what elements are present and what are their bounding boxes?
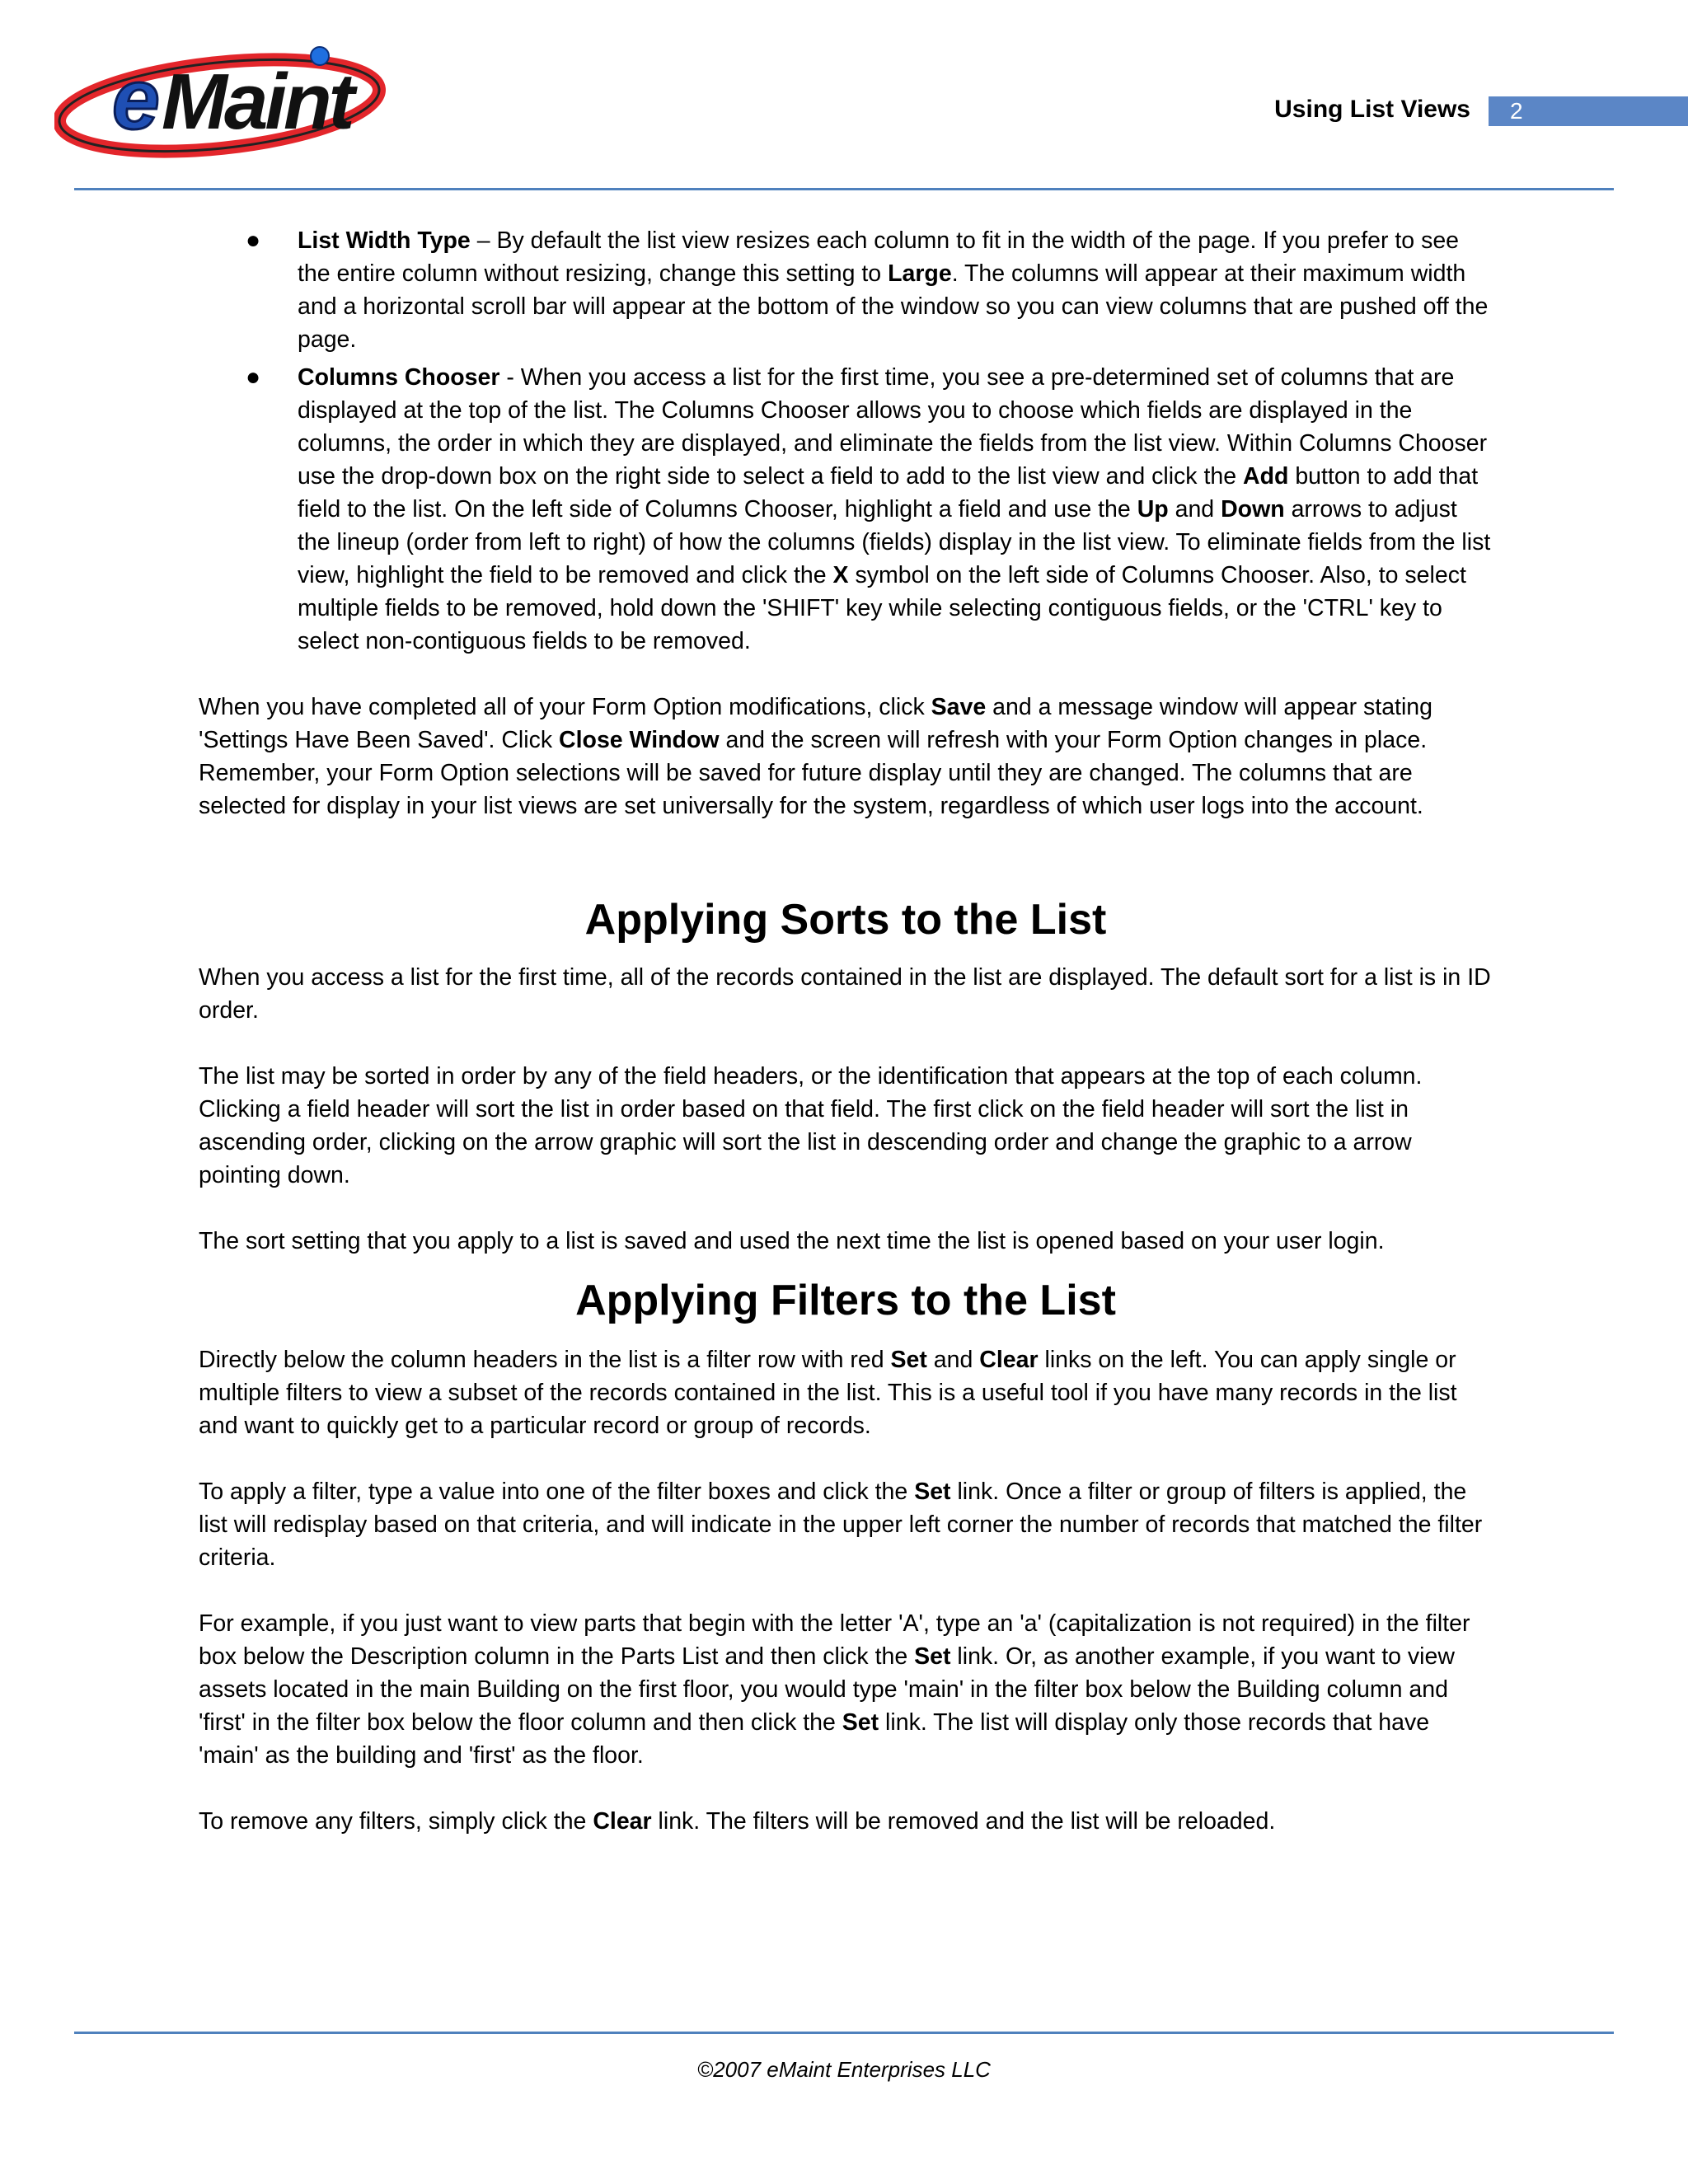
filters-paragraph-2: To apply a filter, type a value into one of the filter boxes and click the Set link. Once a filter or group of filters is applied, the list will redisplay based on that criteria, and will indicate in the upper left corner the number of records that matched the filter criteria. [199, 1479, 1483, 1571]
document-body [199, 224, 1493, 1871]
filters-heading: Applying Filters to the List [575, 1277, 1116, 1324]
emaint-logo [54, 40, 425, 163]
bullet-icon: ● [246, 363, 261, 391]
header-divider [74, 188, 1614, 190]
save-paragraph: When you have completed all of your Form Option modifications, click Save and a message window will appear stating 'Settings Have Been Saved'. Click Close Window and the screen will refresh with your Form Option changes in place. Remember, your Form Option selections will be saved for future display until they are changed. The columns that are selected for display in your list views are set universally for the system, regardless of which user logs into the account. [199, 694, 1433, 819]
header-title: Using List Views [1274, 96, 1470, 123]
svg-text:e: e [112, 52, 160, 148]
sorts-paragraph-1: When you access a list for the first time, all of the records contained in the list are displayed. The default sort for a list is in ID order. [199, 964, 1491, 1024]
list-item: ● List Width Type – By default the list view resizes each column to fit in the width of the page. If you prefer to see the entire column without resizing, change this setting to Large. The columns will appear at their maximum width and a horizontal scroll bar will appear at the bottom of the window so you can view columns that are pushed off the page. [199, 224, 1493, 356]
sorts-heading: Applying Sorts to the List [584, 896, 1107, 944]
footer-copyright: ©2007 eMaint Enterprises LLC [697, 2057, 991, 2082]
filters-paragraph-1: Directly below the column headers in the list is a filter row with red Set and Clear links on the left. You can apply single or multiple filters to view a subset of the records contained in the list. This is a useful tool if you have many records in the list and want to quickly get to a particular record or group of records. [199, 1347, 1457, 1439]
filters-paragraph-3: For example, if you just want to view parts that begin with the letter 'A', type an 'a' (capitalization is not required) in the filter box below the Description column in the Parts List and then click the Set link. Or, as another example, if you want to view assets located in the main Building on the first floor, you would type 'main' in the filter box below the Building column and 'first' in the filter box below the floor column and then click the Set link. The list will display only those records that have 'main' as the building and 'first' as the floor. [199, 1610, 1470, 1769]
bullet-icon: ● [246, 227, 261, 254]
filters-paragraph-4: To remove any filters, simply click the Clear link. The filters will be removed and the list will be reloaded. [199, 1808, 1276, 1835]
bullet-list [199, 224, 1493, 658]
sorts-paragraph-3: The sort setting that you apply to a list is saved and used the next time the list is opened based on your user login. [199, 1228, 1385, 1254]
svg-text:Maint: Maint [162, 58, 352, 146]
footer-divider [74, 2032, 1614, 2034]
page-number: 2 [1489, 96, 1688, 126]
list-item: ● Columns Chooser - When you access a list for the first time, you see a pre-determined set of columns that are displayed at the top of the list. The Columns Chooser allows you to choose which fields are displayed in the columns, the order in which they are displayed, and eliminate the fields from the list view. Within Columns Chooser use the drop-down box on the right side to select a field to add to the list view and click the Add button to add that field to the list. On the left side of Columns Chooser, highlight a field and use the Up and Down arrows to adjust the lineup (order from left to right) of how the columns (fields) display in the list view. To eliminate fields from the list view, highlight the field to be removed and click the X symbol on the left side of Columns Chooser. Also, to select multiple fields to be removed, hold down the 'SHIFT' key while selecting contiguous fields, or the 'CTRL' key to select non-contiguous fields to be removed. [199, 361, 1493, 658]
sorts-paragraph-2: The list may be sorted in order by any of the field headers, or the identification that appears at the top of each column. Clicking a field header will sort the list in order based on that field. The first click on the field header will sort the list in ascending order, clicking on the arrow graphic will sort the list in descending order and change the graphic to a arrow pointing down. [199, 1063, 1423, 1188]
